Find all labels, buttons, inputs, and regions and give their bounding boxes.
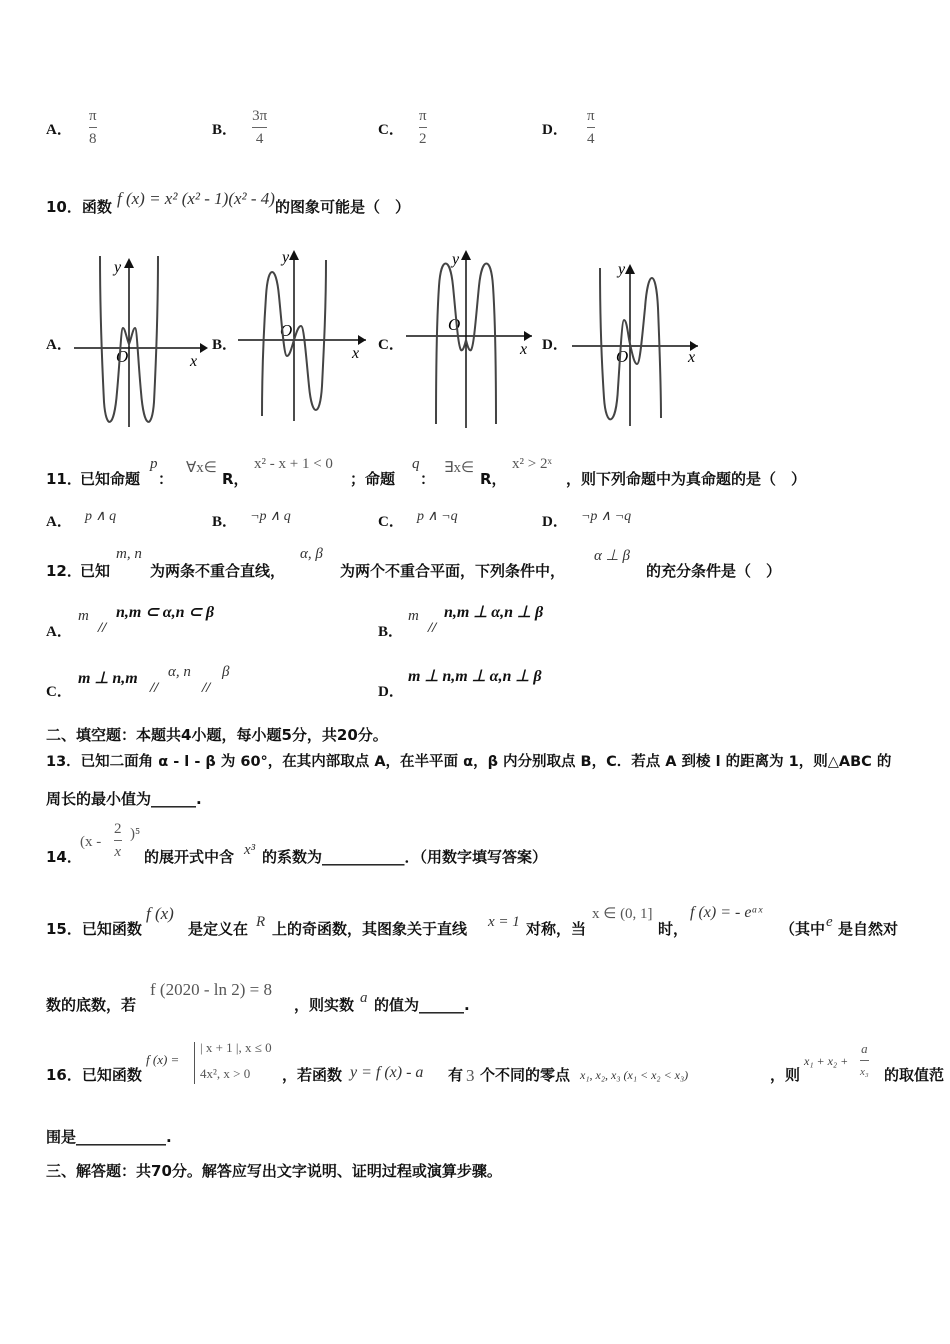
q15-line2a: 数的底数，若 <box>46 996 137 1014</box>
q11-option-d <box>542 510 631 531</box>
q15-e: e <box>826 914 833 930</box>
q16-g: y = f (x) - a <box>350 1064 424 1081</box>
option-alpha-n: α, n <box>168 664 191 680</box>
q15-t1: 是定义在 <box>188 920 249 938</box>
q15-line: x = 1 <box>488 914 520 930</box>
y-axis-label: y <box>618 261 626 278</box>
q14-expr-pre: (x - <box>80 834 102 850</box>
y-axis-label: y <box>452 251 460 268</box>
origin-label: O <box>616 347 629 366</box>
q10-stem <box>46 189 410 217</box>
numerator: 2 <box>114 821 122 837</box>
numerator: π <box>88 108 97 124</box>
graph-label-d: D． <box>542 337 568 353</box>
q12-option-a <box>46 600 366 640</box>
q16-case1: | x + 1 |, x ≤ 0 <box>200 1040 272 1055</box>
q9-option-c <box>378 104 427 148</box>
origin-label: O <box>448 315 461 334</box>
q11-forall: ∀x∈ <box>186 460 217 476</box>
q15-line2 <box>46 976 746 1016</box>
numerator: π <box>418 108 427 124</box>
q12-option-b <box>378 600 698 640</box>
q11-r1: R， <box>222 470 249 488</box>
section-2-heading: 二、填空题：本题共4小题，每小题5分，共20分。 <box>46 726 388 744</box>
q15-R: R <box>256 914 266 930</box>
q15-a: a <box>360 990 368 1006</box>
x-axis-label: x <box>688 349 696 366</box>
option-label: A． <box>46 514 72 530</box>
question-number: 11． <box>46 470 82 488</box>
denominator: 2 <box>418 131 427 147</box>
q11-lead: 已知命题 <box>80 470 141 488</box>
numerator: 3π <box>252 108 268 124</box>
q16-fraction <box>860 1040 869 1081</box>
q15-interval: x ∈ (0, 1] <box>592 906 653 922</box>
q15-line1 <box>46 900 916 940</box>
y-axis-label: y <box>114 259 122 276</box>
numerator: a <box>861 1041 868 1056</box>
option-expr: ¬p ∧ ¬q <box>580 509 632 524</box>
option-label: B． <box>212 514 238 530</box>
q16-t5: 的取值范 <box>884 1066 945 1084</box>
q16-line2: 围是____________. <box>46 1128 172 1146</box>
option-label: D． <box>542 122 568 138</box>
q15-t4: 时， <box>658 920 689 938</box>
q12-perp: α ⊥ β <box>594 548 630 564</box>
q16-t2: 有 <box>448 1066 464 1084</box>
option-m: m <box>78 608 89 624</box>
graph-c <box>400 246 545 431</box>
q11-stem <box>46 456 916 490</box>
option-expr: m ⊥ n,m ⊥ α,n ⊥ β <box>408 668 542 685</box>
q15-number: 15．已知函数 <box>46 920 142 938</box>
q10-lead: 函数 <box>81 198 112 216</box>
q14-tail: 的系数为___________．（用数字填写答案） <box>262 848 548 866</box>
q9-option-a <box>46 104 97 148</box>
origin-label: O <box>116 347 129 366</box>
q12-option-c <box>46 660 366 700</box>
option-label: C． <box>378 514 404 530</box>
q16-t3: 个不同的零点 <box>480 1066 571 1084</box>
q16-three: 3 <box>466 1066 475 1085</box>
denominator: x₃ <box>860 1066 869 1078</box>
q11-exists: ∃x∈ <box>444 460 475 476</box>
q15-t2: 上的奇函数，其图象关于直线 <box>272 920 468 938</box>
option-label: A． <box>46 624 72 640</box>
graph-b <box>232 246 377 424</box>
option-label: D． <box>542 514 568 530</box>
q11-ineq1: x² - x + 1 < 0 <box>254 456 333 472</box>
q11-option-c <box>378 510 458 531</box>
q14-expr-post: )⁵ <box>130 826 141 842</box>
graph-d <box>566 258 711 430</box>
q11-option-b <box>212 510 291 531</box>
q14-fraction <box>114 820 122 861</box>
q11-option-a <box>46 510 116 531</box>
section-3-heading: 三、解答题：共70分。解答应写出文字说明、证明过程或演算步骤。 <box>46 1162 502 1180</box>
q11-r2: R， <box>480 470 507 488</box>
q15-line2b: ，则实数 <box>294 996 355 1014</box>
parallel-sign: // <box>428 620 437 636</box>
q9-option-b <box>212 104 267 148</box>
question-number: 12． <box>46 562 82 580</box>
q16-t1: ，若函数 <box>282 1066 343 1084</box>
q11-tail: ，则下列命题中为真命题的是（ ） <box>566 470 807 488</box>
option-beta: β <box>222 664 230 680</box>
q12-lead: 已知 <box>80 562 111 580</box>
q14-mid: 的展开式中含 <box>144 848 235 866</box>
y-axis-label: y <box>282 249 290 266</box>
q15-t3: 对称，当 <box>526 920 587 938</box>
q15-cond: f (2020 - ln 2) = 8 <box>150 980 272 999</box>
q16-zeros: x₁, x₂, x₃ (x₁ < x₂ < x₃) <box>580 1068 689 1082</box>
q10-formula: f (x) = x² (x² - 1)(x² - 4) <box>116 189 275 208</box>
option-expr: m ⊥ n,m <box>78 670 138 687</box>
q16-t4: ，则 <box>770 1066 801 1084</box>
q15-t6: 是自然对 <box>838 920 899 938</box>
parallel-sign: // <box>202 680 211 696</box>
q12-ab: α, β <box>300 546 323 562</box>
denominator: 8 <box>88 131 97 147</box>
q14-stem <box>46 818 746 868</box>
option-label: C． <box>46 684 72 700</box>
numerator: π <box>586 108 595 124</box>
q16-fx: f (x) = <box>146 1052 180 1067</box>
option-expr: ¬p ∧ q <box>250 509 291 524</box>
denominator: 4 <box>586 131 595 147</box>
parallel-sign: // <box>98 620 107 636</box>
q15-line2c: 的值为______. <box>374 996 470 1014</box>
q15-def: f (x) = - eᵃˣ <box>690 904 763 921</box>
denominator: x <box>114 844 122 860</box>
q13-line2: 周长的最小值为______. <box>46 790 202 808</box>
parallel-sign: // <box>150 680 159 696</box>
graph-label-c: C． <box>378 337 404 353</box>
option-label: A． <box>46 122 72 138</box>
q13-line1: 13．已知二面角 α - l - β 为 60°，在其内部取点 A，在半平面 α，β 内分别取点 B，C．若点 A 到棱 l 的距离为 1，则△ABC 的 <box>46 754 892 770</box>
q12-mid2: 为两个不重合平面，下列条件中， <box>340 562 566 580</box>
question-number: 10． <box>46 198 82 216</box>
q12-option-d <box>378 660 698 700</box>
question-number: 14． <box>46 848 82 866</box>
graph-a <box>66 252 211 430</box>
q11-colon1: ： <box>158 470 174 488</box>
q11-q: q <box>412 456 420 472</box>
q16-number: 16．已知函数 <box>46 1066 142 1084</box>
x-axis-label: x <box>520 341 528 358</box>
x-axis-label: x <box>190 353 198 370</box>
x-axis-label: x <box>352 345 360 362</box>
q16-expr-pre: x₁ + x₂ + <box>804 1054 849 1068</box>
denominator: 4 <box>255 131 264 147</box>
option-expr: n,m ⊥ α,n ⊥ β <box>444 604 544 621</box>
fraction <box>89 107 97 148</box>
option-expr: n,m ⊂ α,n ⊂ β <box>116 604 215 621</box>
fraction <box>419 107 427 148</box>
option-label: B． <box>212 122 238 138</box>
option-label: D． <box>378 684 404 700</box>
q11-p: p <box>150 456 158 472</box>
fraction <box>587 107 595 148</box>
q11-ineq2: x² > 2ˣ <box>512 456 552 472</box>
q12-mid1: 为两条不重合直线， <box>150 562 286 580</box>
option-m: m <box>408 608 419 624</box>
q16-case2: 4x², x > 0 <box>200 1066 251 1081</box>
graph-label-a: A． <box>46 337 72 353</box>
q12-tail: 的充分条件是（ ） <box>646 562 782 580</box>
option-expr: p ∧ q <box>84 509 117 524</box>
graph-label-b: B． <box>212 337 238 353</box>
option-label: B． <box>378 624 404 640</box>
q10-tail: 的图象可能是（ ） <box>274 198 410 216</box>
fraction <box>252 107 267 148</box>
piecewise-brace <box>194 1042 199 1084</box>
q12-mn: m, n <box>116 546 142 562</box>
option-label: C． <box>378 122 404 138</box>
q11-sep: ；命题 <box>350 470 396 488</box>
option-expr: p ∧ ¬q <box>416 509 458 524</box>
q16-line1 <box>46 1040 945 1096</box>
q12-stem <box>46 546 916 580</box>
q15-fx: f (x) <box>146 904 174 923</box>
q9-option-d <box>542 104 595 148</box>
origin-label: O <box>280 321 293 340</box>
q15-t5: （其中 <box>780 920 826 938</box>
q11-colon2: ： <box>420 470 436 488</box>
q14-x3: x³ <box>244 842 256 858</box>
